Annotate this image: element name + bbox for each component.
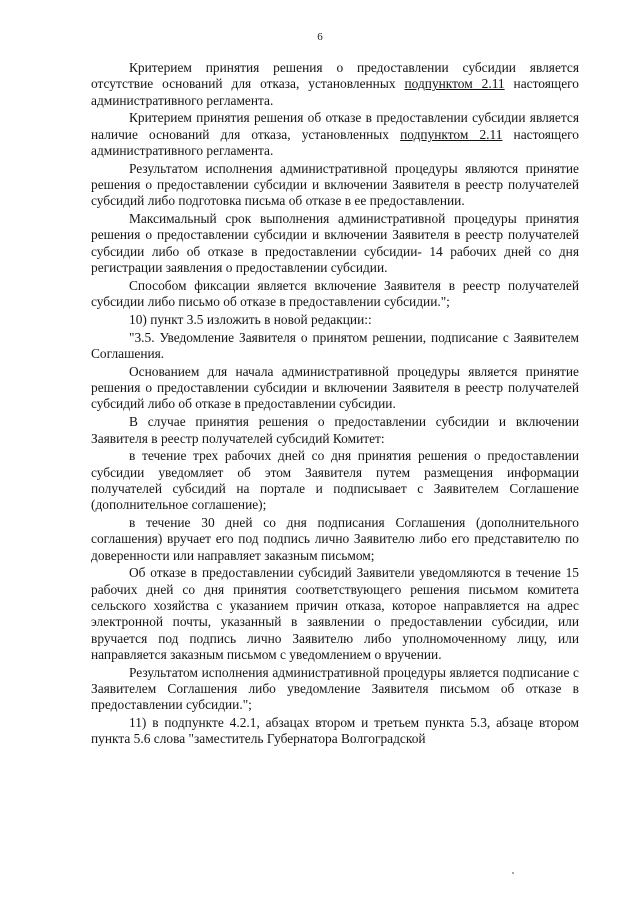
paragraph-procedure-basis: Основанием для начала административной процедуры является принятие решения о предоставлении субсидии и включении Заявителя в реестр получателей субсидий либо об отказе в предоставлении субсидии. [91,363,579,412]
paragraph-refusal-notification: Об отказе в предоставлении субсидий Заявители уведомляются в течение 15 рабочих дней со дня принятия соответствующего решения письмом комитета сельского хозяйства с указанием причин отказа, которое направляется на адрес электронной почты, указанный в заявлении о предоставлении субсидии, или вручается под подпись лично Заявителю либо уполномоченному лицу, или направляется заказным письмом с уведомлением о вручении. [91,565,579,662]
paragraph-criterion-approval: Критерием принятия решения о предоставлении субсидии является отсутствие оснований для отказа, установленных подпунктом 2.11 настоящего административного регламента. [91,60,579,108]
paragraph-delivery-within-30-days: в течение 30 дней со дня подписания Соглашения (дополнительного соглашения) вручает его под подпись лично Заявителю либо его представителю по доверенности или направляет заказным письмом; [91,515,579,563]
paragraph-procedure-result: Результатом исполнения административной процедуры являются принятие решения о предоставлении субсидии и включении Заявителя в реестр получателей субсидий либо подготовка письма об отказе в ее предоставлении. [91,160,579,209]
paragraph-clause-3-5-title: "3.5. Уведомление Заявителя о принятом решении, подписание с Заявителем Соглашения. [91,329,579,362]
document-body [91,60,579,749]
paragraph-criterion-refusal: Критерием принятия решения об отказе в предоставлении субсидии является наличие оснований для отказа, установленных подпунктом 2.11 настоящего административного регламента. [91,110,579,158]
subclause-2-11-link: подпунктом 2.11 [404,76,505,92]
paragraph-amendment-11: 11) в подпункте 4.2.1, абзацах втором и третьем пункта 5.3, абзаце втором пункта 5.6 слова "заместитель Губернатора Волгоградской [91,715,579,747]
paragraph-procedure-result-2: Результатом исполнения административной процедуры является подписание с Заявителем Соглашения либо уведомление Заявителя письмом об отказе в предоставлении субсидии."; [91,664,579,713]
paragraph-approval-case: В случае принятия решения о предоставлении субсидии и включении Заявителя в реестр получателей субсидий Комитет: [91,414,579,446]
scan-speck [512,872,514,874]
paragraph-amendment-10: 10) пункт 3.5 изложить в новой редакции:: [129,311,372,327]
paragraph-max-term: Максимальный срок выполнения административной процедуры принятия решения о предоставлении субсидии и включении Заявителя в реестр получателей субсидии либо об отказе в предоставлении субсидии- 14 рабочих дней со дня регистрации заявления о предоставлении субсидии. [91,211,579,276]
paragraph-fixation-method: Способом фиксации является включение Заявителя в реестр получателей субсидии либо письмо об отказе в предоставлении субсидии."; [91,277,579,310]
page-number: 6 [317,31,323,43]
subclause-2-11-link: подпунктом 2.11 [400,126,503,142]
paragraph-notify-within-three-days: в течение трех рабочих дней со дня принятия решения о предоставлении субсидии уведомляет об этом Заявителя путем размещения информации получателей субсидий на портале и подписывает с Заявителем Соглашение (дополнительное соглашение); [91,448,579,513]
